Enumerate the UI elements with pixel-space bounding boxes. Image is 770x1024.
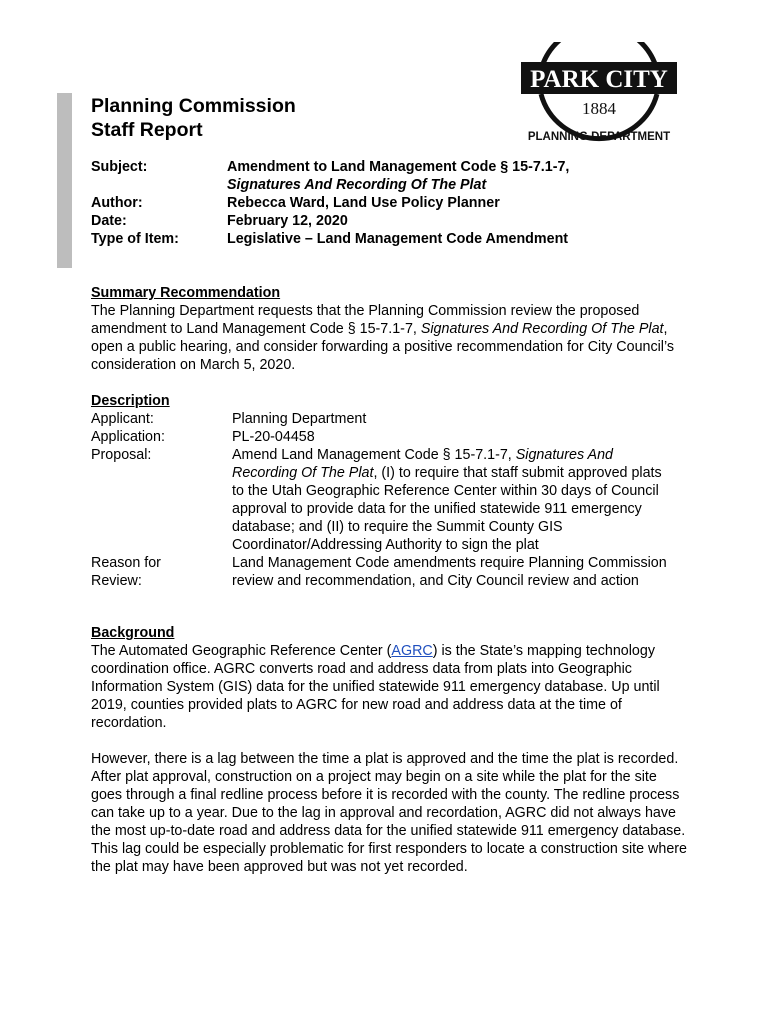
reason-label xyxy=(91,554,221,590)
proposal-label: Proposal: xyxy=(91,447,152,463)
background-heading: Background xyxy=(91,625,175,641)
applicant-label: Applicant: xyxy=(91,411,154,427)
background-paragraph-2: However, there is a lag between the time a plat is approved and the time the plat is recorded. After plat approval, construction on a project may begin on a site while the plat for the site goes through a final redline process before it is recorded with the county. The redline process can take up to a year. Due to the lag in approval and recordation, AGRC did not always have the most up-to-date road and address data for the unified statewide 911 emergency database. This lag could be especially problematic for first responders to locate a construction site where the plat may have been approved but was not yet recorded. xyxy=(91,751,687,875)
proposal-text-part: Amend Land Management Code § 15-7.1-7, xyxy=(232,447,516,463)
reason-value: Land Management Code amendments require Planning Commission review and recommendation, and City Council review and action xyxy=(232,555,667,589)
summary-section xyxy=(91,284,691,374)
date-label: Date: xyxy=(91,213,127,229)
report-title-line1: Planning Commission xyxy=(91,95,296,117)
author-value: Rebecca Ward, Land Use Policy Planner xyxy=(227,195,500,211)
summary-text xyxy=(91,302,691,374)
logo-name: PARK CITY xyxy=(530,66,668,93)
background-text-part: ) is the State’s mapping technology coordination office. AGRC converts road and address data from plats into Geographic Information System (GIS) data for the unified statewide 911 emergency database. Up until 2019, counties provided plats to AGRC for new road and address data at the time of recordation. xyxy=(91,643,660,731)
application-label: Application: xyxy=(91,429,165,445)
report-title-line2: Staff Report xyxy=(91,119,203,141)
park-city-logo xyxy=(518,42,680,146)
summary-heading: Summary Recommendation xyxy=(91,285,281,301)
type-value: Legislative – Land Management Code Amendment xyxy=(227,231,569,247)
proposal-text-part: , (I) to require that staff submit approved plats to the Utah Geographic Reference Center within 30 days of Council approval to provide data for the unified statewide 911 emergency database; and (II) to require the Summit County GIS Coordinator/Addressing Authority to sign the plat xyxy=(232,465,662,553)
description-section xyxy=(91,392,691,590)
type-label: Type of Item: xyxy=(91,231,179,247)
application-value: PL-20-04458 xyxy=(232,429,315,445)
reason-label-line2: Review: xyxy=(91,573,142,589)
proposal-value xyxy=(232,446,672,554)
proposal-text-italic: Signatures And Recording Of The Plat xyxy=(232,447,613,481)
background-paragraph-1 xyxy=(91,642,691,732)
report-title xyxy=(91,94,296,142)
reason-label-line1: Reason for xyxy=(91,555,161,571)
description-heading: Description xyxy=(91,393,170,409)
side-accent-bar xyxy=(57,93,72,268)
date-value: February 12, 2020 xyxy=(227,213,348,229)
applicant-value: Planning Department xyxy=(232,411,367,427)
author-label: Author: xyxy=(91,195,143,211)
subject-label: Subject: xyxy=(91,159,148,175)
background-section xyxy=(91,624,691,876)
summary-text-italic: Signatures And Recording Of The Plat xyxy=(420,321,664,337)
agrc-link[interactable]: AGRC xyxy=(391,643,433,659)
summary-text-part: The Planning Department requests that the Planning Commission review the proposed amendment to Land Management Code § 15-7.1-7, xyxy=(91,303,640,337)
subject-value-line1: Amendment to Land Management Code § 15-7.1-7, xyxy=(227,159,570,175)
summary-text-part: , open a public hearing, and consider forwarding a positive recommendation for City Council’s consideration on March 5, 2020. xyxy=(91,321,675,373)
subject-value-line2: Signatures And Recording Of The Plat xyxy=(227,177,487,193)
background-text-part: The Automated Geographic Reference Center ( xyxy=(91,643,392,659)
logo-year: 1884 xyxy=(582,99,616,118)
logo-department: PLANNING DEPARTMENT xyxy=(527,131,671,143)
